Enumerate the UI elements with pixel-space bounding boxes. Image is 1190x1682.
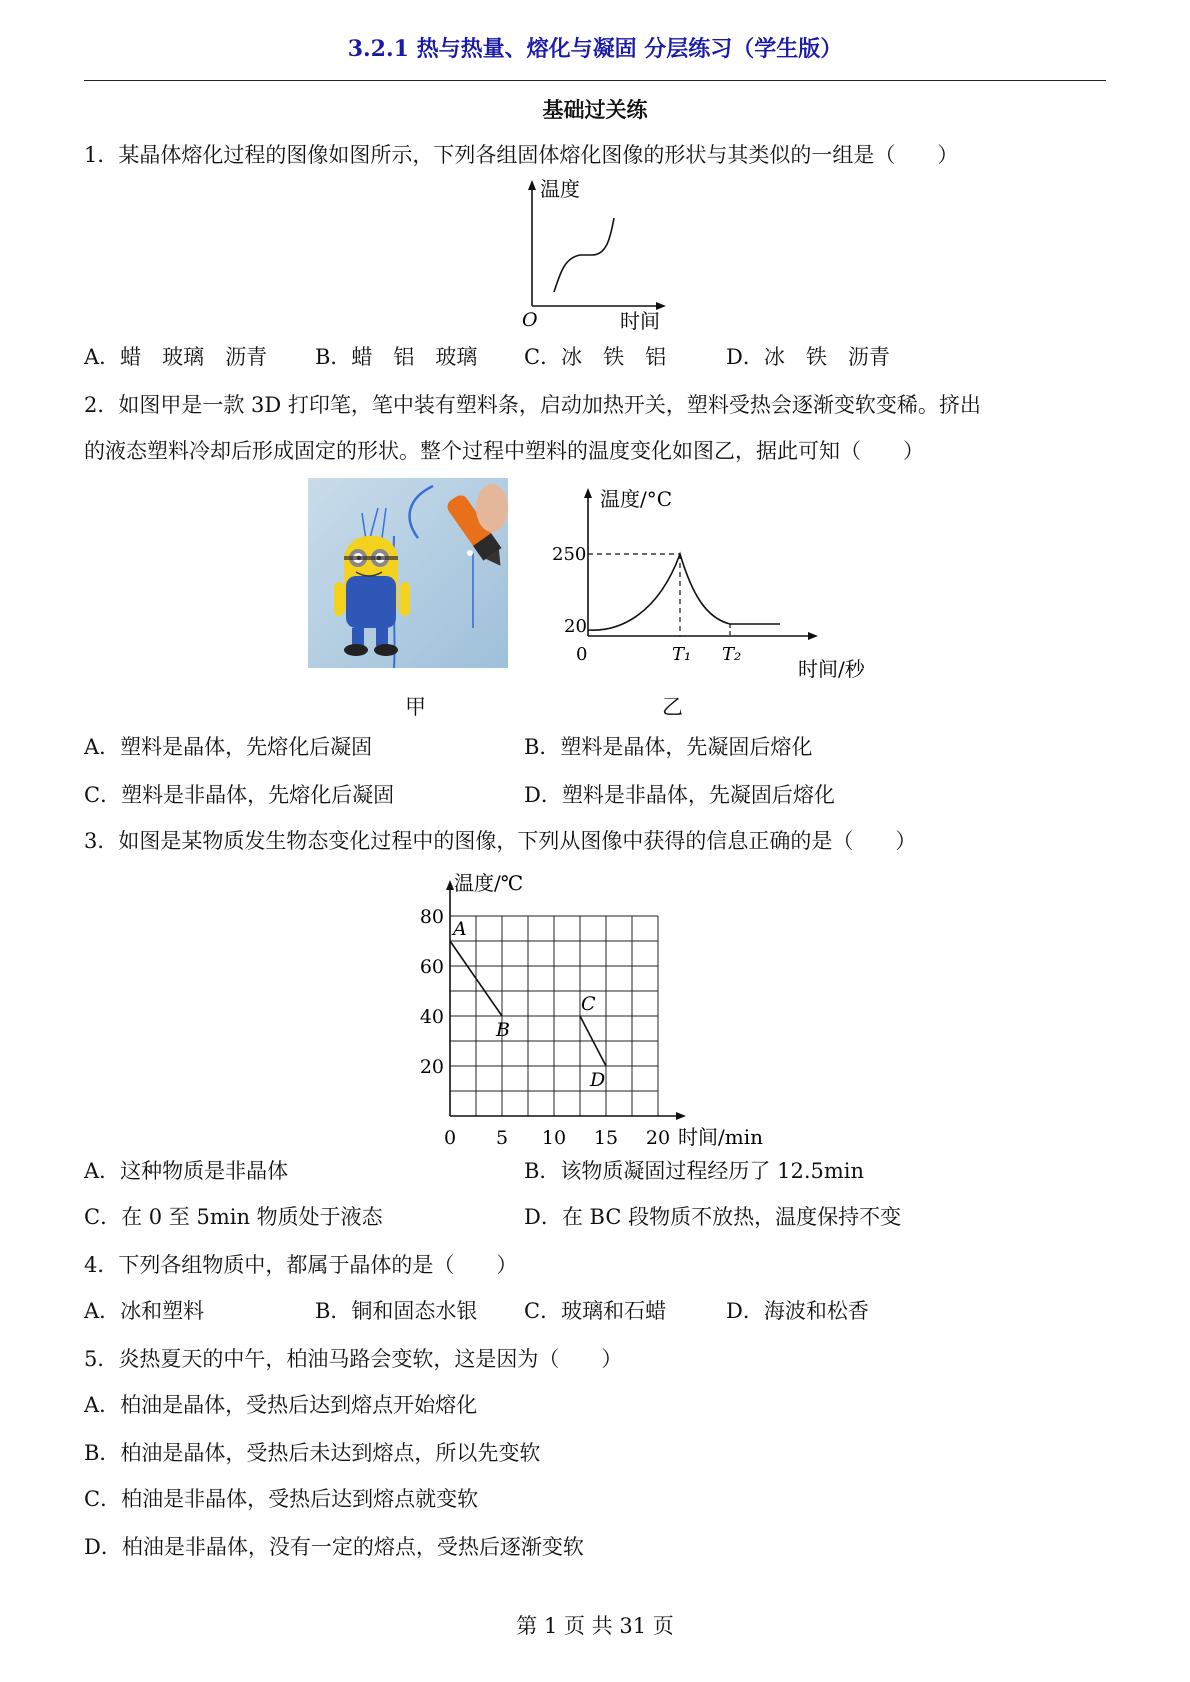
q2-t1-label: T₁ — [672, 644, 692, 665]
q2-option-d: D．塑料是非晶体，先凝固后熔化 — [524, 783, 835, 807]
q2-t2-label: T₂ — [722, 644, 742, 665]
q3-point-label-b: B — [496, 1019, 510, 1041]
q3-chart — [410, 866, 780, 1146]
q3-x-arrow — [676, 1112, 686, 1120]
q5-option-d: D．柏油是非晶体，没有一定的熔点，受热后逐渐变软 — [84, 1535, 584, 1559]
page-footer: 第 1 页 共 31 页 — [516, 1614, 674, 1638]
q1-x-label: 时间 — [620, 309, 660, 330]
q1-option-a: A．蜡 玻璃 沥青 — [84, 345, 268, 369]
q3-option-b: B．该物质凝固过程经历了 12.5min — [524, 1159, 865, 1183]
q2-tick-250: 250 — [552, 544, 587, 565]
q1-curve — [554, 218, 614, 292]
q2-caption-b: 乙 — [662, 695, 683, 719]
q3-x-tick-label: 15 — [593, 1127, 619, 1146]
q3-y-tick-label: 60 — [419, 956, 444, 978]
q1-y-label: 温度 — [540, 178, 580, 201]
q5-option-b: B．柏油是晶体，受热后未达到熔点，所以先变软 — [84, 1441, 541, 1465]
header-rule — [84, 80, 1106, 81]
q2-photo-3d-pen — [308, 478, 508, 668]
q2-curve — [588, 554, 780, 630]
q4-stem: 4．下列各组物质中，都属于晶体的是（ ） — [84, 1253, 518, 1277]
q3-option-c: C．在 0 至 5min 物质处于液态 — [84, 1205, 383, 1229]
q3-point-label-c: C — [581, 993, 596, 1015]
q3-x-tick-label: 5 — [495, 1127, 509, 1146]
q4-option-a: A．冰和塑料 — [84, 1299, 205, 1323]
q2-stem-line1: 2．如图甲是一款 3D 打印笔，笔中装有塑料条，启动加热开关，塑料受热会逐渐变软变稀。挤出 — [84, 393, 981, 417]
q2-caption-a: 甲 — [405, 695, 426, 719]
q3-option-a: A．这种物质是非晶体 — [84, 1159, 289, 1183]
q2-option-b: B．塑料是晶体，先凝固后熔化 — [524, 735, 813, 759]
q1-origin: O — [522, 309, 538, 330]
q5-option-c: C．柏油是非晶体，受热后达到熔点就变软 — [84, 1487, 479, 1511]
q2-y-arrow — [584, 488, 592, 498]
q2-x-arrow — [808, 632, 818, 640]
q3-y-tick-label: 80 — [419, 906, 444, 928]
q2-y-label: 温度/°C — [600, 487, 673, 511]
q2-option-a: A．塑料是晶体，先熔化后凝固 — [84, 735, 373, 759]
q1-option-c: C．冰 铁 铝 — [524, 345, 667, 369]
q1-stem: 1．某晶体熔化过程的图像如图所示，下列各组固体熔化图像的形状与其类似的一组是（ ） — [84, 143, 959, 167]
q2-option-c: C．塑料是非晶体，先熔化后凝固 — [84, 783, 395, 807]
q3-x-tick-label: 0 — [443, 1127, 457, 1146]
q1-y-arrow — [528, 180, 536, 190]
q2-x-label: 时间/秒 — [798, 657, 865, 681]
q3-point-label-a: A — [453, 918, 467, 940]
q3-option-d: D．在 BC 段物质不放热，温度保持不变 — [524, 1205, 902, 1229]
q1-option-d: D．冰 铁 沥青 — [726, 345, 890, 369]
q3-x-axis-label: 时间/min — [678, 1125, 763, 1146]
q3-y-arrow — [446, 880, 454, 890]
q4-option-c: C．玻璃和石蜡 — [524, 1299, 667, 1323]
q1-melting-graph — [518, 178, 678, 330]
q5-option-a: A．柏油是晶体，受热后达到熔点开始熔化 — [84, 1393, 478, 1417]
q5-stem: 5．炎热夏天的中午，柏油马路会变软，这是因为（ ） — [84, 1347, 623, 1371]
q3-stem: 3．如图是某物质发生物态变化过程中的图像，下列从图像中获得的信息正确的是（ ） — [84, 829, 917, 853]
q2-origin: 0 — [576, 644, 588, 665]
q3-y-tick-label: 20 — [419, 1056, 444, 1078]
q1-option-b: B．蜡 铝 玻璃 — [315, 345, 478, 369]
q2-temperature-graph — [540, 482, 880, 682]
page-title: 3.2.1 热与热量、熔化与凝固 分层练习（学生版） — [347, 36, 843, 62]
q2-stem-line2: 的液态塑料冷却后形成固定的形状。整个过程中塑料的温度变化如图乙，据此可知（ ） — [84, 439, 924, 463]
q3-x-tick-label: 10 — [541, 1127, 567, 1146]
q3-y-axis-label: 温度/℃ — [454, 871, 524, 895]
q3-y-tick-label: 40 — [419, 1006, 444, 1028]
q4-option-b: B．铜和固态水银 — [315, 1299, 478, 1323]
q4-option-d: D．海波和松香 — [726, 1299, 869, 1323]
q3-point-label-d: D — [590, 1069, 606, 1091]
q3-x-tick-label: 20 — [645, 1127, 671, 1146]
section-title: 基础过关练 — [542, 97, 648, 122]
q2-tick-20: 20 — [564, 616, 587, 637]
